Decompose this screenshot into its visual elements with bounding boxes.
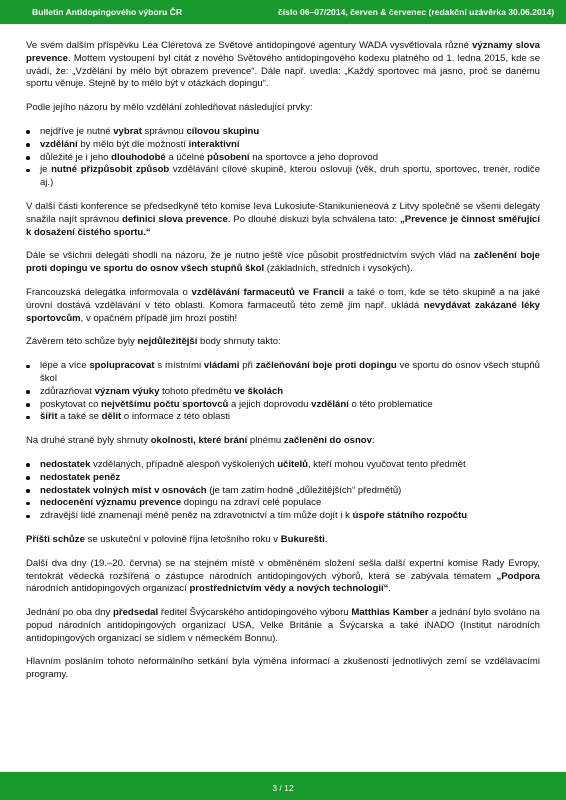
list-item: zdravější lidé znamenají méně peněz na zdravotnictví a tím může dojít i k úspoře státního rozpočtu (40, 510, 540, 523)
list-item: šířit a také se dělit o informace z této oblasti (40, 411, 540, 424)
list-item: vzdělání by mělo být dle možností interaktivní (40, 139, 540, 152)
list-item: poskytovat co největšímu počtu sportovců a jejich doprovodu vzdělání o této problematice (40, 399, 540, 412)
page-header (0, 0, 566, 24)
paragraph: V další části konference se předsedkyně této komise Ieva Lukosiute-Stanikunieneová z Litvy společně se všemi delegáty snažila najít správnou definici slova prevence. Po dlouhé diskuzi byla schválena tato: „Prevence je činnost směřující k dosažení čistého sportu.“ (26, 200, 541, 238)
list-item: nejdříve je nutné vybrat správnou cílovou skupinu (40, 126, 540, 139)
paragraph: Podle jejího názoru by mělo vzdělání zohledňovat následující prvky: (26, 102, 313, 114)
list-item: nedostatek peněz (40, 472, 540, 485)
article-body (26, 40, 540, 693)
bulletin-title: Bulletin Antidopingového výboru ČR (32, 7, 183, 17)
list-item: nedocenění významu prevence dopingu na zdraví celé populace (40, 497, 540, 510)
bullet-list (26, 126, 540, 190)
paragraph: Příští schůze se uskuteční v polovině října letošního roku v Bukurešti. (26, 533, 328, 545)
list-item: nedostatek volných míst v osnovách (je tam zatím hodně „důležitějších“ předmětů) (40, 485, 540, 498)
page-footer (0, 772, 566, 800)
page-number: 3 / 12 (272, 783, 294, 793)
list-item: důležité je i jeho dlouhodobé a účelné působení na sportovce a jeho doprovod (40, 152, 540, 165)
paragraph: Ve svém dalším příspěvku Léa Clérеtová ze Světové antidopingové agentury WADA vysvětlovala různé významy slova prevence. Mottem vystoupení byl citát z nového Světového antidopingového kodexu platného od 1. ledna 2015, kde se uvádí, že: „Vzdělání by mělo být obrazem prevence“. Dále např. uvedla: „Každý sportovec má jasno, proč se danému sportu věnuje. Stejně by to mělo být v otázkách dopingu“. (26, 40, 540, 90)
bullet-list (26, 360, 540, 424)
list-item: lépe a více spolupracovat s místními vládami při začleňování boje proti dopingu ve sportu do osnov všech stupňů škol (40, 360, 540, 384)
paragraph: Dále se všichni delegáti shodli na názoru, že je nutno ještě více působit prostřednictvím svých vlád na začlenění boje proti dopingu ve sportu do osnov všech stupňů škol (základních, středních i vysokých). (26, 250, 540, 275)
bullet-list (26, 459, 540, 523)
paragraph: Na druhé straně byly shrnuty okolnosti, které brání plnému začlenění do osnov: (26, 435, 375, 447)
paragraph: Hlavním posláním tohoto neformálního setkání byla výměna informací a zkušeností jednotlivých zemí se vzdělávacími programy. (26, 656, 540, 681)
paragraph: Francouzská delegátka informovala o vzdělávání farmaceutů ve Francii a také o tom, kde se této skupině a na jaké úrovní dostává vzdělávání v této oblasti. Komora farmaceutů této země jim např. ukládá nevydávat zakázané léky sportovcům, v opačném případě jim hrozí postih! (26, 286, 541, 324)
list-item: je nutné přizpůsobit způsob vzdělávání cílové skupině, kterou oslovuji (věk, druh sportu, sportovec, trenér, rodiče aj.) (40, 164, 541, 189)
list-item: zdůrazňovat význam výuky tohoto předmětu ve školách (40, 386, 540, 399)
paragraph: Jednání po oba dny předsedal ředitel Švýcarského antidopingového výboru Matthias Kamber a jednání bylo svoláno na popud národních antidopingových organizací USA, Velké Británie a Švýcarska a také iNADO (Institut národních antidopingových organizací se sídlem v německém Bonnu). (26, 607, 540, 644)
issue-info: číslo 06–07/2014, červen & červenec (redakční uzávěrka 30.06.2014) (278, 7, 555, 17)
paragraph: Závěrem této schůze byly nejdůležitější body shrnuty takto: (26, 336, 281, 348)
paragraph: Další dva dny (19.–20. června) se na stejném místě v obměněném složení sešla další expertní komise Rady Evropy, tentokrát vědecká rozšířená o zástupce národních antidopingových výborů, která se zabývala tématem „Podpora národních antidopingových organizací prostřednictvím vědy a nových technologií“. (26, 557, 540, 595)
list-item: nedostatek vzdělaných, případně alespoň vyškolených učitelů, kteří mohou vyučovat tento předmět (40, 459, 540, 472)
